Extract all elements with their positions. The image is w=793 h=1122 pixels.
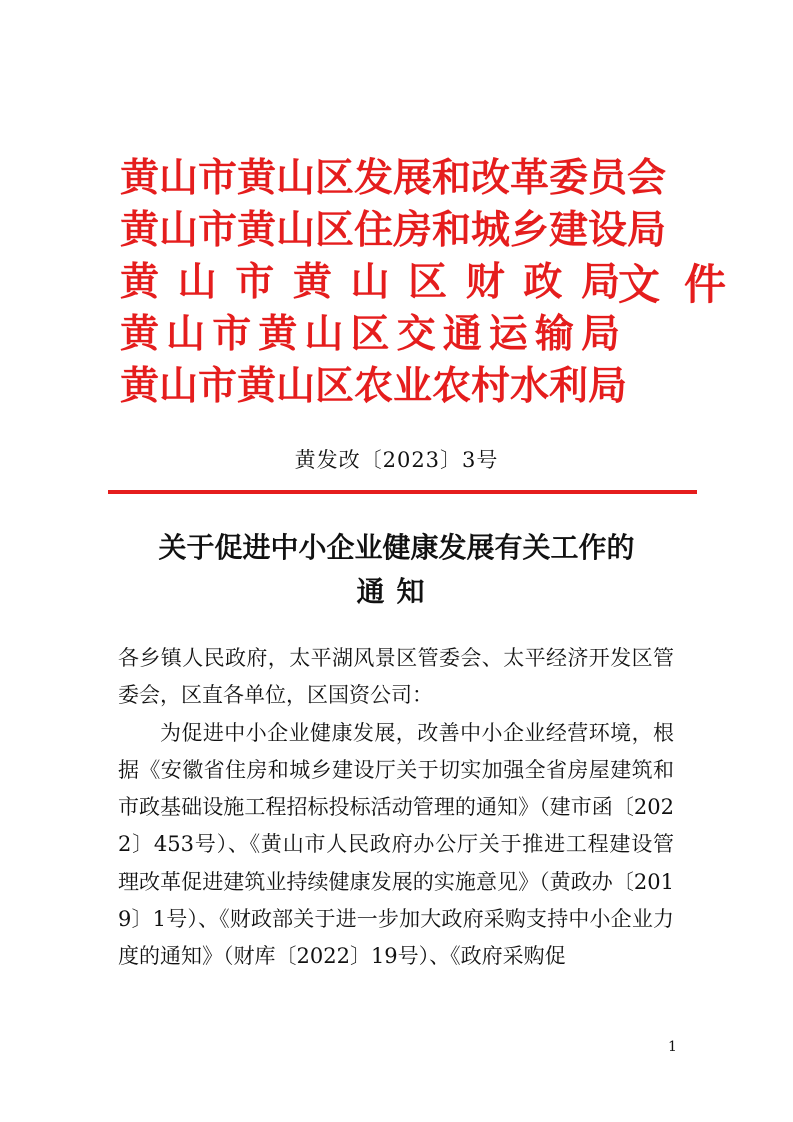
issuer-name: 黄山市黄山区财政局 bbox=[120, 259, 620, 305]
addressee-paragraph: 各乡镇人民政府，太平湖风景区管委会、太平经济开发区管委会，区直各单位，区国资公司： bbox=[118, 646, 674, 708]
issuer-name: 黄山市黄山区农业农村水利局 bbox=[120, 363, 628, 409]
page-number: 1 bbox=[668, 1039, 677, 1055]
document-title bbox=[0, 528, 793, 612]
document-number: 黄发改〔2023〕3号 bbox=[294, 448, 499, 472]
issuer-name: 黄山市黄山区住房和城乡建设局 bbox=[120, 207, 667, 253]
document-body bbox=[118, 640, 674, 976]
issuer-name: 黄山市黄山区发展和改革委员会 bbox=[120, 155, 667, 201]
title-line-2: 通知 bbox=[356, 575, 437, 608]
issuer-name: 黄山市黄山区交通运输局 bbox=[120, 311, 620, 357]
body-paragraph: 为促进中小企业健康发展，改善中小企业经营环境，根据《安徽省住房和城乡建设厅关于切实加强全省房屋建筑和市政基础设施工程招标投标活动管理的通知》（建市函〔2022〕453号）、《黄山市人民政府办公厅关于推进工程建设管理改革促进建筑业持续健康发展的实施意见》（黄政办〔2019〕1号）、《财政部关于进一步加大政府采购支持中小企业力度的通知》（财库〔2022〕19号）、《政府采购促 bbox=[118, 720, 674, 969]
title-line-1: 关于促进中小企业健康发展有关工作的 bbox=[158, 531, 635, 564]
document-type-label: 文件 bbox=[618, 260, 726, 309]
issuer-block bbox=[120, 152, 667, 412]
red-divider-line bbox=[108, 490, 697, 494]
